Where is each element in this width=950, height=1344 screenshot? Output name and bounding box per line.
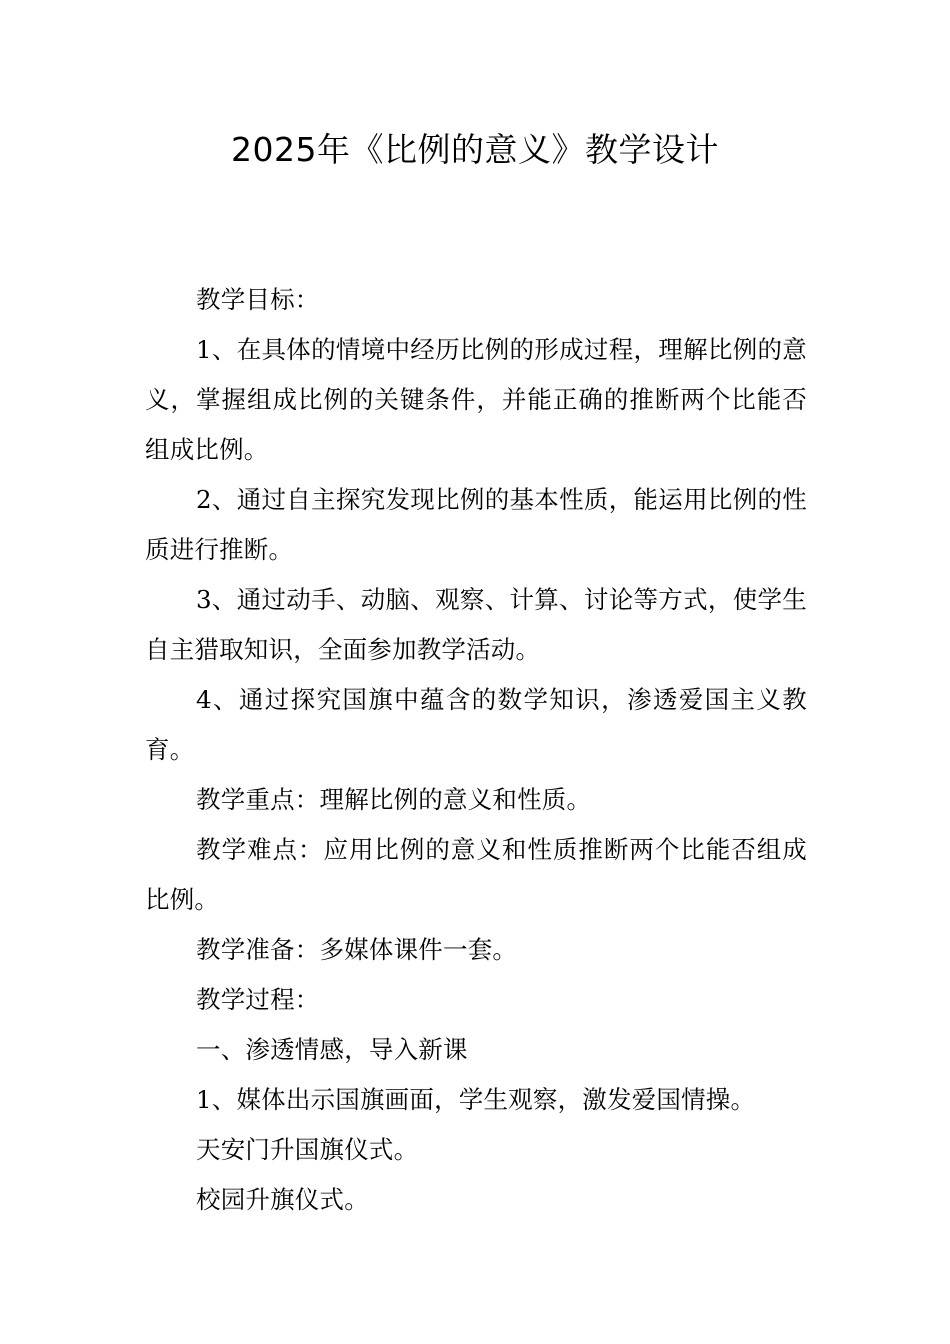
document-title: 2025年《比例的意义》教学设计 (231, 130, 719, 169)
document-body (145, 275, 807, 1225)
section-heading-process: 教学过程： (196, 985, 320, 1014)
process-note-campus: 校园升旗仪式。 (196, 1185, 369, 1214)
process-step-1-heading: 一、渗透情感，导入新课 (196, 1035, 468, 1064)
objective-item-2: 2、通过自主探究发现比例的基本性质，能运用比例的性质进行推断。 (145, 485, 807, 564)
section-heading-objectives: 教学目标： (196, 285, 320, 314)
teaching-difficulty: 教学难点：应用比例的意义和性质推断两个比能否组成比例。 (145, 835, 807, 914)
objective-item-3: 3、通过动手、动脑、观察、计算、讨论等方式，使学生自主猎取知识，全面参加教学活动。 (145, 585, 807, 664)
objective-item-4: 4、通过探究国旗中蕴含的数学知识，渗透爱国主义教育。 (145, 685, 807, 764)
teaching-preparation: 教学准备：多媒体课件一套。 (196, 935, 518, 964)
process-note-tiananmen: 天安门升国旗仪式。 (196, 1135, 419, 1164)
teaching-focus: 教学重点：理解比例的意义和性质。 (196, 785, 592, 814)
objective-item-1: 1、在具体的情境中经历比例的形成过程，理解比例的意义，掌握组成比例的关键条件，并能正确的推断两个比能否组成比例。 (145, 335, 807, 464)
process-step-1-item-1: 1、媒体出示国旗画面，学生观察，激发爱国情操。 (196, 1085, 756, 1114)
